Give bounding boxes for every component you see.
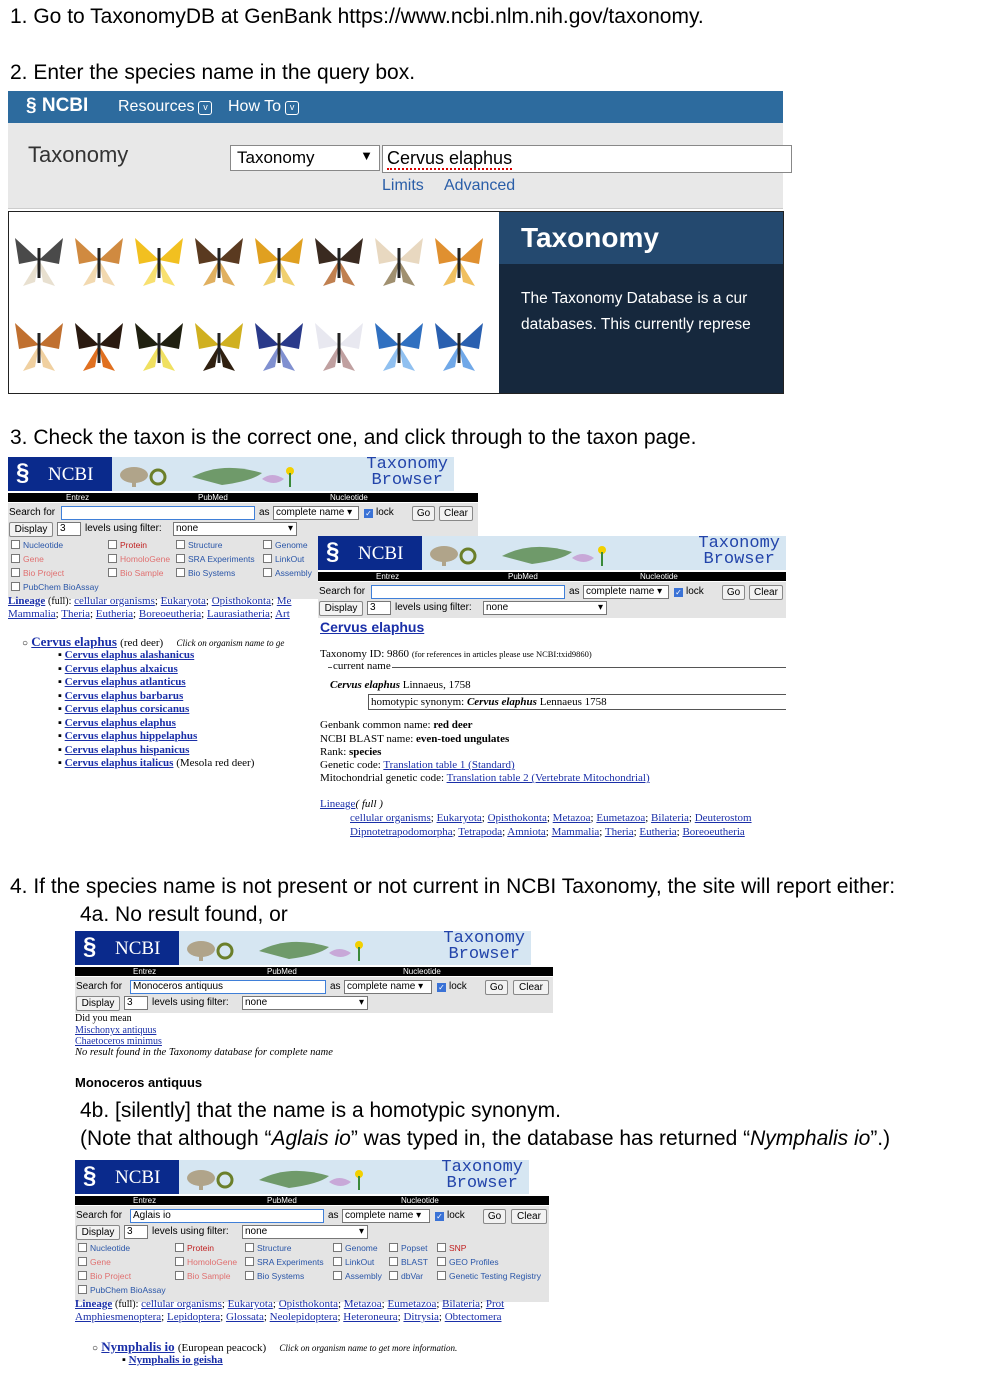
search-form: Search for Aglais io as complete name ▾ ✓ lock Go Clear Display 3 levels using filter: none ▾ Nucleotide Protein Structure Genome Popset SNP Gene HomoloGene SRA Experiments LinkOut BLAST GEO Profiles Bio Project Bio Sample Bio Systems Assembly dbVar Genetic Testing Registry PubChem BioAssay	[75, 1206, 549, 1302]
name-type-select[interactable]: complete name ▾	[583, 585, 669, 599]
butterfly-icon	[75, 323, 123, 371]
name-type-select[interactable]: complete name ▾	[342, 1209, 430, 1223]
banner-text-1: The Taxonomy Database is a cur	[521, 290, 748, 307]
display-button[interactable]: Display	[76, 996, 120, 1011]
subspecies-row: ▪ Cervus elaphus alxaicus	[58, 662, 178, 675]
db-checkbox[interactable]: Popset	[389, 1243, 427, 1253]
lock-checkbox[interactable]: ✓ lock	[438, 981, 467, 992]
subspecies-row: ▪ Cervus elaphus corsicanus	[58, 703, 190, 715]
database-select[interactable]: Taxonomy ▼	[230, 145, 380, 171]
subspecies-link[interactable]: Nymphalis io geisha	[128, 1354, 223, 1366]
lineage-link[interactable]: cellular organisms	[350, 812, 431, 824]
lineage-link[interactable]: Mammalia	[8, 608, 56, 620]
display-button[interactable]: Display	[319, 601, 363, 616]
browser-art	[422, 536, 786, 570]
taxonomy-browser-panel-d	[75, 1160, 549, 1330]
db-checkbox[interactable]: LinkOut	[333, 1257, 374, 1267]
taxonomy-id: Taxonomy ID: 9860 (for references in articles please use NCBI:txid9860)	[320, 648, 592, 660]
filter-select[interactable]: none ▾	[483, 601, 607, 615]
db-checkbox[interactable]: Bio Sample	[175, 1271, 230, 1281]
lock-checkbox[interactable]: ✓ lock	[436, 1210, 465, 1221]
lineage-line-2: Amphiesmenoptera; Lepidoptera; Glossata; Neolepidoptera; Heteroneura; Ditrysia; Obtectomera	[75, 1311, 502, 1323]
db-checkbox[interactable]: LinkOut	[263, 554, 304, 564]
lineage-link[interactable]: Boreoeutheria	[682, 826, 745, 838]
lineage-link[interactable]: Theria	[61, 608, 90, 620]
db-checkbox[interactable]: Protein	[175, 1243, 214, 1253]
butterfly-icon	[255, 238, 303, 286]
lineage-link[interactable]: cellular organisms	[141, 1298, 222, 1310]
genbank-common-name: Genbank common name: red deer	[320, 719, 473, 731]
lineage-link[interactable]: Opisthokonta	[487, 812, 547, 824]
genetic-code-link[interactable]: Translation table 1 (Standard)	[383, 759, 515, 771]
butterfly-icon	[315, 323, 363, 371]
levels-input[interactable]: 3	[124, 1225, 148, 1239]
clear-button[interactable]: Clear	[749, 585, 783, 600]
species-row: ○ Nymphalis io (European peacock) Click on organism name to get more information.	[92, 1339, 458, 1354]
subspecies-link[interactable]: Cervus elaphus hispanicus	[64, 743, 190, 756]
search-input[interactable]: Aglais io	[130, 1209, 324, 1223]
browser-art	[179, 1160, 529, 1194]
lineage-link[interactable]: Eumetazoa	[596, 812, 646, 824]
db-checkbox[interactable]: Bio Project	[78, 1271, 131, 1281]
lineage-link[interactable]: Mammalia	[551, 826, 600, 838]
name-type-select[interactable]: complete name ▾	[344, 980, 432, 994]
lineage-link[interactable]: Bilateria	[651, 812, 689, 824]
lineage-link[interactable]: Amphiesmenoptera	[75, 1311, 162, 1323]
lineage-link[interactable]: Eukaryota	[160, 595, 206, 607]
lineage-link[interactable]: Eukaryota	[436, 812, 482, 824]
entrez-strip: Entrez PubMed Nucleotide	[75, 967, 553, 976]
db-checkbox[interactable]: Nucleotide	[78, 1243, 130, 1253]
blast-name: NCBI BLAST name: even-toed ungulates	[320, 733, 510, 745]
db-checkbox[interactable]: Bio Project	[11, 568, 64, 578]
lineage-line-1: Lineage (full): cellular organisms; Eukaryota; Opisthokonta; Metazoa; Eumetazoa; Bilateria; Prot	[75, 1298, 505, 1310]
species-link[interactable]: Cervus elaphus	[31, 634, 117, 649]
step-1-text: 1. Go to TaxonomyDB at GenBank https://www.ncbi.nlm.nih.gov/taxonomy.	[10, 5, 704, 28]
db-checkbox[interactable]: HomoloGene	[108, 554, 170, 564]
browser-art	[112, 457, 454, 491]
chevron-down-icon: v	[285, 101, 299, 115]
search-input[interactable]	[61, 506, 255, 520]
synonym-box: homotypic synonym: Cervus elaphus Lennaeus 1758	[368, 694, 786, 710]
lineage-line-1: cellular organisms; Eukaryota; Opisthokonta; Metazoa; Eumetazoa; Bilateria; Deuterostom	[350, 812, 752, 824]
banner-panel	[499, 212, 784, 394]
db-checkbox[interactable]: Bio Systems	[176, 568, 235, 578]
current-name-box: current name Cervus elaphus Linnaeus, 1758 homotypic synonym: Cervus elaphus Lennaeus 1758	[328, 667, 786, 711]
step-4b-text: 4b. [silently] that the name is a homotypic synonym.	[80, 1099, 561, 1122]
lineage-link[interactable]: Me	[276, 595, 292, 607]
subspecies-row: ▪ Cervus elaphus hispanicus	[58, 743, 190, 756]
subspecies-link[interactable]: Cervus elaphus alashanicus	[64, 649, 195, 661]
browser-title: Taxonomy Browser	[698, 534, 780, 569]
lineage-link[interactable]: Laurasiatheria	[206, 608, 270, 620]
go-button[interactable]: Go	[412, 506, 435, 521]
lineage-link[interactable]: Metazoa	[343, 1298, 382, 1310]
lineage-link[interactable]: Opisthokonta	[211, 595, 271, 607]
ncbi-logo[interactable]: § NCBI	[26, 95, 89, 116]
lineage-link[interactable]: Amniota	[507, 826, 546, 838]
db-checkbox[interactable]: dbVar	[389, 1271, 423, 1281]
ncbi-top-bar	[8, 91, 783, 123]
db-checkbox[interactable]: Assembly	[333, 1271, 382, 1281]
go-button[interactable]: Go	[485, 980, 508, 995]
butterfly-icon	[375, 323, 423, 371]
lineage-line-1: Lineage (full): cellular organisms; Eukaryota; Opisthokonta; Me	[8, 595, 292, 607]
mito-genetic-code: Mitochondrial genetic code: Translation table 2 (Vertebrate Mitochondrial)	[320, 772, 650, 784]
lineage-link[interactable]: Dipnotetrapodomorpha	[350, 826, 453, 838]
clear-button[interactable]: Clear	[513, 980, 549, 995]
lineage-link[interactable]: Theria	[604, 826, 634, 838]
entrez-strip: Entrez PubMed Nucleotide	[75, 1196, 549, 1205]
lineage-link[interactable]: Metazoa	[552, 812, 591, 824]
entrez-strip: Entrez PubMed Nucleotide	[318, 572, 786, 581]
subspecies-link[interactable]: Cervus elaphus atlanticus	[64, 676, 186, 688]
browser-title: Taxonomy Browser	[366, 455, 448, 490]
lineage-link[interactable]: Prot	[485, 1298, 505, 1310]
howto-menu[interactable]: How To v	[228, 98, 299, 116]
search-input[interactable]	[371, 585, 565, 599]
step-3-text: 3. Check the taxon is the correct one, and click through to the taxon page.	[10, 426, 697, 449]
banner-title: Taxonomy	[521, 222, 659, 253]
butterfly-icon	[315, 238, 363, 286]
db-checkbox[interactable]: Structure	[245, 1243, 292, 1253]
go-button[interactable]: Go	[722, 585, 745, 600]
subspecies-row: ▪ Nymphalis io geisha	[122, 1354, 223, 1366]
chevron-down-icon: v	[198, 101, 212, 115]
levels-input[interactable]: 3	[367, 601, 391, 615]
lock-checkbox[interactable]: ✓ lock	[365, 507, 394, 518]
db-checkbox[interactable]: SNP	[437, 1243, 466, 1253]
go-button[interactable]: Go	[483, 1209, 506, 1224]
db-checkbox[interactable]: PubChem BioAssay	[11, 582, 99, 592]
db-checkbox[interactable]: Assembly	[263, 568, 312, 578]
db-checkbox[interactable]: Gene	[78, 1257, 111, 1267]
butterfly-icon	[375, 238, 423, 286]
lineage-link[interactable]: Art	[275, 608, 290, 620]
taxonomy-browser-panel-b	[318, 536, 786, 846]
db-checkbox[interactable]: SRA Experiments	[245, 1257, 324, 1267]
butterfly-icon	[255, 323, 303, 371]
lineage-link[interactable]: Boreoeutheria	[138, 608, 202, 620]
filter-select[interactable]: none ▾	[242, 1225, 368, 1239]
lineage-link[interactable]: Glossata	[225, 1311, 264, 1323]
db-checkbox[interactable]: Structure	[176, 540, 223, 550]
db-checkbox[interactable]: Bio Sample	[108, 568, 163, 578]
butterfly-icon	[75, 238, 123, 286]
ncbi-logo[interactable]: § NCBI	[75, 931, 179, 965]
db-checkbox[interactable]: BLAST	[389, 1257, 428, 1267]
browser-title: Taxonomy Browser	[441, 1158, 523, 1193]
clear-button[interactable]: Clear	[511, 1209, 547, 1224]
search-input[interactable]: Monoceros antiquus	[130, 980, 326, 994]
butterfly-icon	[195, 238, 243, 286]
lineage-line-2: Mammalia; Theria; Eutheria; Boreoeutheria; Laurasiatheria; Art	[8, 608, 290, 620]
mito-code-link[interactable]: Translation table 2 (Vertebrate Mitochondrial)	[446, 772, 650, 784]
db-checkbox[interactable]: Genetic Testing Registry	[437, 1271, 541, 1281]
lineage-link[interactable]: Lepidoptera	[166, 1311, 221, 1323]
lineage-link[interactable]: Deuterostom	[694, 812, 752, 824]
db-checkbox[interactable]: Nucleotide	[11, 540, 63, 550]
levels-input[interactable]: 3	[57, 522, 81, 536]
subspecies-row: ▪ Cervus elaphus elaphus	[58, 716, 176, 729]
clear-button[interactable]: Clear	[439, 506, 473, 521]
db-checkbox[interactable]: PubChem BioAssay	[78, 1285, 166, 1295]
db-checkbox[interactable]: SRA Experiments	[176, 554, 255, 564]
lineage-link[interactable]: Bilateria	[442, 1298, 481, 1310]
filter-select[interactable]: none ▾	[173, 522, 297, 536]
note-text: (Note that although “Aglais io” was typed in, the database has returned “Nymphalis io”.)	[80, 1127, 891, 1150]
subspecies-row: ▪ Cervus elaphus alashanicus	[58, 649, 195, 661]
did-you-mean: Did you mean	[75, 1013, 132, 1024]
lineage-link[interactable]: Eukaryota	[227, 1298, 273, 1310]
db-checkbox[interactable]: Genome	[333, 1243, 378, 1253]
subspecies-row: ▪ Cervus elaphus italicus (Mesola red deer)	[58, 757, 255, 769]
lineage-line-2: Dipnotetrapodomorpha; Tetrapoda; Amniota; Mammalia; Theria; Eutheria; Boreoeutheria	[350, 826, 745, 838]
butterfly-icon	[195, 323, 243, 371]
search-input[interactable]: Cervus elaphus	[382, 145, 792, 173]
subspecies-row: ▪ Cervus elaphus hippelaphus	[58, 730, 198, 742]
lineage-link[interactable]: cellular organisms	[74, 595, 155, 607]
advanced-link[interactable]: Advanced	[444, 177, 516, 194]
banner-text-2: databases. This currently represe	[521, 316, 751, 333]
lineage-link[interactable]: Heteroneura	[343, 1311, 398, 1323]
subspecies-link[interactable]: Cervus elaphus elaphus	[64, 716, 176, 729]
browser-title: Taxonomy Browser	[443, 929, 525, 964]
results-list	[22, 634, 322, 774]
taxonomy-banner	[8, 211, 784, 394]
search-form: Search for Monoceros antiquus as complete name ▾ ✓ lock Go Clear Display 3 levels using filter: none ▾	[75, 977, 553, 1013]
search-form: Search for as complete name ▾ ✓ lock Go Clear Display 3 levels using filter: none ▾	[318, 582, 786, 618]
butterfly-icon	[15, 238, 63, 286]
browser-art	[179, 931, 531, 965]
filter-select[interactable]: none ▾	[242, 996, 368, 1010]
butterfly-icon	[435, 238, 483, 286]
lineage-link[interactable]: Neolepidoptera	[269, 1311, 338, 1323]
genetic-code: Genetic code: Translation table 1 (Standard)	[320, 759, 515, 771]
lineage-link[interactable]: Opisthokonta	[278, 1298, 338, 1310]
name-type-select[interactable]: complete name ▾	[273, 506, 359, 520]
subspecies-row: ▪ Cervus elaphus atlanticus	[58, 676, 186, 688]
step-4-text: 4. If the species name is not present or not current in NCBI Taxonomy, the site will report either:	[10, 875, 896, 898]
subspecies-link[interactable]: Cervus elaphus corsicanus	[64, 703, 190, 715]
butterflies-image	[9, 212, 499, 394]
butterfly-icon	[15, 323, 63, 371]
butterfly-icon	[135, 238, 183, 286]
butterfly-icon	[135, 323, 183, 371]
no-result-message: No result found in the Taxonomy database for complete name	[75, 1047, 333, 1058]
ncbi-logo[interactable]: § NCBI	[75, 1160, 179, 1194]
entrez-strip: Entrez PubMed Nucleotide	[8, 493, 478, 502]
subspecies-link[interactable]: Cervus elaphus barbarus	[64, 689, 184, 702]
rank: Rank: species	[320, 746, 382, 758]
limits-link[interactable]: Limits	[382, 177, 424, 194]
taxon-heading[interactable]: Cervus elaphus	[320, 619, 425, 635]
levels-input[interactable]: 3	[124, 996, 148, 1010]
lineage-link[interactable]: Eutheria	[95, 608, 134, 620]
lineage-heading: Lineage( full )	[320, 798, 383, 810]
db-checkbox[interactable]: HomoloGene	[175, 1257, 237, 1267]
suggestion-link-2[interactable]: Chaetoceros minimus	[75, 1036, 162, 1047]
display-button[interactable]: Display	[9, 522, 53, 537]
resources-menu[interactable]: Resources v	[118, 98, 212, 116]
subspecies-link[interactable]: Cervus elaphus hippelaphus	[64, 730, 198, 742]
display-button[interactable]: Display	[76, 1225, 120, 1240]
suggestion-link-1[interactable]: Mischonyx antiquus	[75, 1025, 157, 1036]
species-row: ○ Cervus elaphus (red deer) Click on organism name to ge	[22, 634, 285, 649]
search-panel	[8, 123, 783, 209]
taxonomy-browser-panel-c	[75, 931, 553, 1061]
lineage-link[interactable]: Eumetazoa	[387, 1298, 437, 1310]
lineage-link[interactable]: Eutheria	[639, 826, 677, 838]
subspecies-row: ▪ Cervus elaphus barbarus	[58, 689, 184, 702]
db-checkbox[interactable]: GEO Profiles	[437, 1257, 499, 1267]
subspecies-link[interactable]: Cervus elaphus alxaicus	[64, 662, 178, 675]
chevron-down-icon: ▼	[360, 148, 373, 163]
step-4a-text: 4a. No result found, or	[80, 903, 288, 926]
db-checkbox[interactable]: Bio Systems	[245, 1271, 304, 1281]
ncbi-logo[interactable]: § NCBI	[318, 536, 422, 570]
queried-name: Monoceros antiquus	[75, 1075, 203, 1090]
butterfly-icon	[435, 323, 483, 371]
db-checkbox[interactable]: Protein	[108, 540, 147, 550]
ncbi-logo[interactable]: § NCBI	[8, 457, 112, 491]
results-list	[92, 1339, 542, 1369]
species-link[interactable]: Nymphalis io	[101, 1339, 175, 1354]
lineage-link[interactable]: Tetrapoda	[458, 826, 503, 838]
lineage-link[interactable]: Ditrysia	[403, 1311, 439, 1323]
step-2-text: 2. Enter the species name in the query box.	[10, 61, 416, 84]
db-checkbox[interactable]: Gene	[11, 554, 44, 564]
search-form: Search for as complete name ▾ ✓ lock Go Clear Display 3 levels using filter: none ▾ Nucleotide Protein Structure Genome Gene HomoloGene SRA Experiments LinkOut Bio Project Bio Sample Bio Systems Assembly PubChem BioAssay	[8, 503, 478, 599]
lineage-link[interactable]: Obtectomera	[444, 1311, 502, 1323]
lock-checkbox[interactable]: ✓ lock	[675, 586, 704, 597]
db-checkbox[interactable]: Genome	[263, 540, 308, 550]
page-title: Taxonomy	[28, 142, 129, 167]
subspecies-link[interactable]: Cervus elaphus italicus	[64, 757, 174, 769]
